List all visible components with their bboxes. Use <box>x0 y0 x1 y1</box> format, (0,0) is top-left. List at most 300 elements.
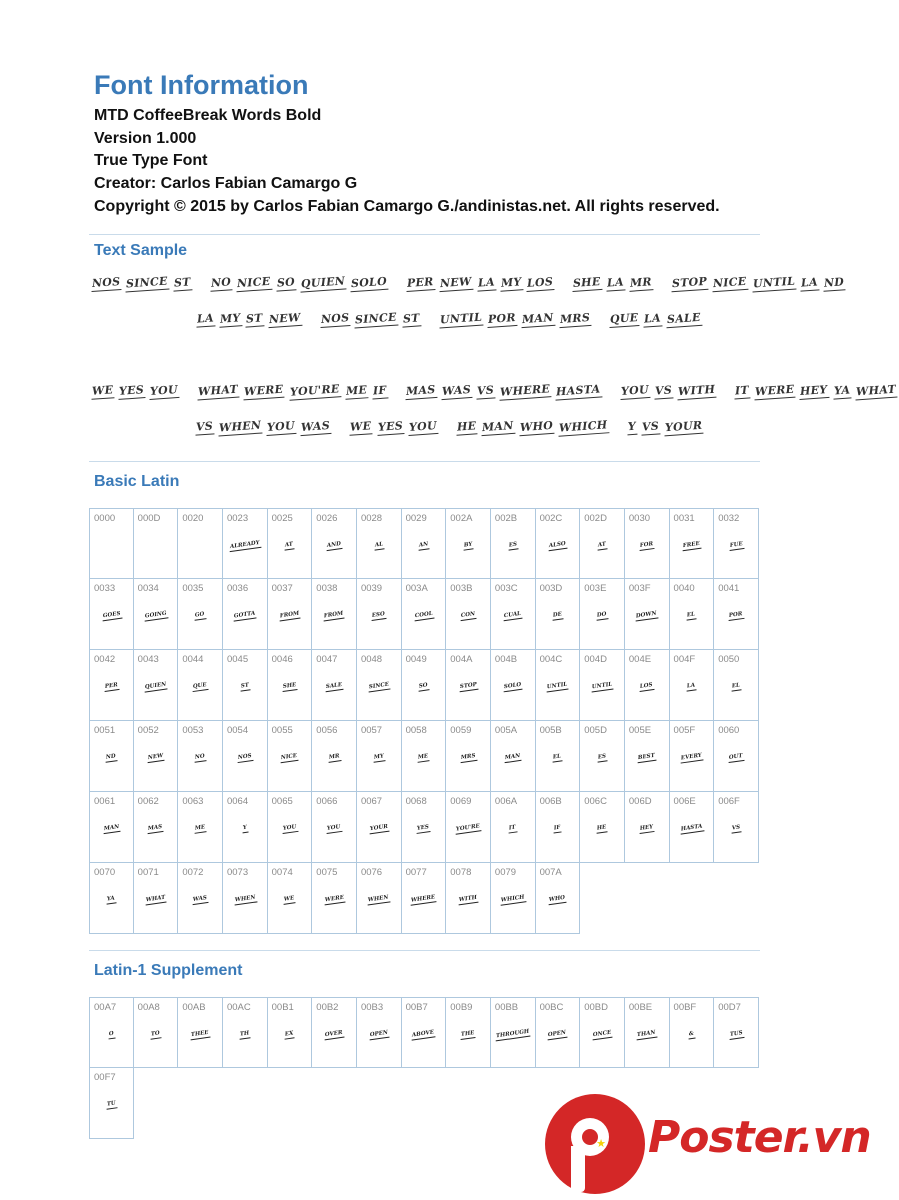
glyph-code: 0040 <box>673 583 695 594</box>
glyph-code: 003F <box>628 583 651 594</box>
glyph-preview: COOL <box>402 611 446 620</box>
glyph-cell <box>580 792 625 863</box>
glyph-cell <box>312 863 357 934</box>
glyph-preview: ME <box>402 753 446 762</box>
glyph-preview: MR <box>312 753 356 762</box>
sample-word: WE <box>349 419 373 436</box>
glyph-preview: DOWN <box>625 611 669 620</box>
sample-word: VS <box>194 419 214 435</box>
glyph-code: 0070 <box>94 867 116 878</box>
glyph-code: 003B <box>450 583 473 594</box>
glyph-cell <box>714 792 759 863</box>
sample-word: UNTIL <box>438 310 483 328</box>
glyph-code: 0069 <box>450 796 472 807</box>
glyph-preview: O <box>90 1030 133 1039</box>
glyph-code: 005B <box>539 725 562 736</box>
glyph-cell <box>89 1068 134 1139</box>
sample-word: WERE <box>754 383 796 401</box>
glyph-cell <box>714 721 759 792</box>
sample-word: HASTA <box>555 382 602 400</box>
glyph-code: 00B9 <box>450 1002 473 1013</box>
glyph-code: 0020 <box>182 513 204 524</box>
glyph-preview: ME <box>178 824 222 833</box>
glyph-code: 0059 <box>450 725 472 736</box>
glyph-preview: TH <box>223 1030 267 1039</box>
glyph-cell <box>134 863 179 934</box>
glyph-cell <box>178 792 223 863</box>
glyph-preview: SHE <box>268 682 312 691</box>
glyph-cell <box>580 997 625 1068</box>
glyph-cell <box>134 997 179 1068</box>
glyph-code: 004B <box>494 654 518 665</box>
glyph-code: 002A <box>450 513 473 524</box>
glyph-code: 0066 <box>316 796 338 807</box>
glyph-cell <box>536 579 581 650</box>
glyph-cell <box>223 650 268 721</box>
glyph-preview: ES <box>491 541 535 550</box>
glyph-cell <box>357 863 402 934</box>
sample-word: HE <box>455 419 477 435</box>
glyph-cell <box>223 579 268 650</box>
glyph-code: 0060 <box>718 725 740 736</box>
glyph-code: 00BC <box>539 1002 564 1013</box>
glyph-preview: BEST <box>625 753 669 762</box>
glyph-preview: ONCE <box>580 1030 624 1039</box>
sample-word: LA <box>799 275 819 291</box>
glyph-code: 006A <box>494 796 518 807</box>
glyph-cell <box>714 579 759 650</box>
glyph-code: 0071 <box>137 867 159 878</box>
glyph-cell <box>491 579 536 650</box>
sample-word: WHAT <box>855 383 898 401</box>
sample-line <box>89 409 809 445</box>
glyph-preview: OVER <box>312 1030 356 1039</box>
sample-word: IT <box>734 383 751 399</box>
sample-word: NICE <box>711 275 748 292</box>
glyph-preview: MY <box>357 753 401 762</box>
glyph-cell <box>670 579 715 650</box>
glyph-cell <box>536 863 581 934</box>
glyph-preview: QUIEN <box>134 682 178 691</box>
glyph-code: 0031 <box>673 513 695 524</box>
glyph-code: 0054 <box>226 725 249 736</box>
glyph-code: 0077 <box>405 867 427 878</box>
font-version: Version 1.000 <box>94 129 197 147</box>
glyph-code: 0075 <box>316 867 338 878</box>
glyph-preview: NICE <box>268 753 312 762</box>
glyph-cell <box>625 997 670 1068</box>
glyph-preview: WE <box>268 895 312 904</box>
glyph-preview: NOS <box>223 753 267 762</box>
glyph-preview: THE <box>446 1030 490 1039</box>
glyph-preview: THAN <box>625 1030 669 1039</box>
sample-word: LA <box>605 275 625 291</box>
glyph-cell <box>223 997 268 1068</box>
glyph-code: 0072 <box>182 867 204 878</box>
glyph-cell <box>446 650 491 721</box>
glyph-code: 0041 <box>718 583 740 594</box>
glyph-cell <box>670 721 715 792</box>
sample-word: SINCE <box>354 310 399 328</box>
glyph-cell <box>268 863 313 934</box>
sample-word: WHEN <box>217 418 262 436</box>
text-sample-block <box>89 265 897 445</box>
glyph-cell <box>268 792 313 863</box>
glyph-preview: WITH <box>446 895 490 904</box>
glyph-preview: WERE <box>312 895 356 904</box>
glyph-code: 006F <box>718 796 740 807</box>
glyph-preview: WHICH <box>491 895 535 904</box>
page-title: Font Information <box>94 70 309 100</box>
glyph-cell <box>714 650 759 721</box>
glyph-cell <box>446 721 491 792</box>
glyph-code: 006B <box>539 796 562 807</box>
glyph-preview: WHEN <box>357 895 401 904</box>
sample-word: HEY <box>799 383 830 400</box>
glyph-cell <box>446 508 491 579</box>
glyph-code: 00BF <box>673 1002 697 1013</box>
glyph-preview: ES <box>580 753 624 762</box>
glyph-code: 00F7 <box>94 1072 116 1083</box>
glyph-code: 0000 <box>94 513 116 524</box>
glyph-code: 005D <box>584 725 607 736</box>
glyph-cell <box>89 997 134 1068</box>
glyph-preview: PER <box>90 682 133 691</box>
glyph-preview: VS <box>714 824 758 833</box>
glyph-preview: EL <box>714 682 758 691</box>
sample-word: VS <box>475 383 495 399</box>
glyph-preview: WHEN <box>223 895 267 904</box>
sample-word: IF <box>371 383 388 399</box>
glyph-cell <box>446 579 491 650</box>
sample-word: LOS <box>526 275 555 292</box>
glyph-code: 0057 <box>360 725 383 736</box>
glyph-cell <box>446 792 491 863</box>
glyph-cell <box>89 579 134 650</box>
glyph-preview: YOU'RE <box>446 824 490 833</box>
glyph-code: 0074 <box>271 867 293 878</box>
glyph-cell <box>491 997 536 1068</box>
glyph-code: 00AC <box>226 1002 251 1013</box>
glyph-cell <box>402 997 447 1068</box>
glyph-cell <box>89 792 134 863</box>
glyph-cell <box>625 579 670 650</box>
glyph-code: 00A8 <box>137 1002 160 1013</box>
sample-word: PER <box>406 275 436 292</box>
glyph-preview: MAN <box>491 753 535 762</box>
sample-word: WERE <box>243 383 285 401</box>
glyph-code: 002D <box>584 513 607 524</box>
glyph-code: 0055 <box>271 725 293 736</box>
glyph-preview: AL <box>357 541 401 550</box>
glyph-code: 0065 <box>271 796 293 807</box>
glyph-preview: FROM <box>268 611 312 620</box>
sample-word: WHERE <box>499 382 552 401</box>
glyph-code: 0067 <box>360 796 383 807</box>
glyph-preview: AN <box>402 541 446 550</box>
sample-word: YES <box>376 419 404 436</box>
sample-word: NEW <box>268 311 303 328</box>
glyph-code: 0030 <box>628 513 651 524</box>
glyph-cell <box>89 508 134 579</box>
sample-word: WAS <box>300 419 332 436</box>
glyph-preview: QUE <box>178 682 222 691</box>
glyph-preview: AT <box>268 541 312 550</box>
glyph-preview: EL <box>670 611 714 620</box>
sample-line <box>89 301 809 337</box>
glyph-preview: EL <box>536 753 580 762</box>
glyph-cell <box>223 508 268 579</box>
glyph-preview: ESO <box>357 611 401 620</box>
sample-word: WHAT <box>197 383 240 401</box>
sample-word: SOLO <box>350 275 389 293</box>
glyph-code: 0058 <box>405 725 427 736</box>
sample-word: VS <box>653 383 673 399</box>
glyph-preview: FROM <box>312 611 356 620</box>
glyph-cell <box>268 579 313 650</box>
glyph-preview: UNTIL <box>536 682 580 691</box>
glyph-cell <box>580 508 625 579</box>
basic-latin-grid <box>89 508 759 934</box>
glyph-cell <box>536 792 581 863</box>
glyph-preview: IF <box>536 824 580 833</box>
glyph-code: 0046 <box>271 654 293 665</box>
glyph-preview: & <box>670 1030 714 1039</box>
glyph-cell <box>402 792 447 863</box>
sample-word: ME <box>344 383 368 400</box>
glyph-cell <box>268 997 313 1068</box>
glyph-preview: YA <box>90 895 133 904</box>
sample-word: WHO <box>518 419 554 436</box>
glyph-code: 0036 <box>226 583 249 594</box>
glyph-preview: YOUR <box>357 824 401 833</box>
sample-word: WITH <box>676 383 716 401</box>
glyph-code: 005E <box>628 725 652 736</box>
sample-word: YA <box>832 383 851 399</box>
glyph-preview: WHAT <box>134 895 178 904</box>
glyph-preview: OPEN <box>357 1030 401 1039</box>
glyph-preview: AT <box>580 541 624 550</box>
glyph-cell <box>223 792 268 863</box>
glyph-cell <box>357 579 402 650</box>
glyph-code: 004A <box>450 654 473 665</box>
poster-watermark <box>545 1094 871 1196</box>
glyph-preview: STOP <box>446 682 490 691</box>
glyph-preview: GOING <box>134 611 178 620</box>
glyph-code: 0028 <box>360 513 383 524</box>
glyph-preview: GOTTA <box>223 611 267 620</box>
glyph-preview: HE <box>580 824 624 833</box>
glyph-code: 003A <box>405 583 428 594</box>
glyph-preview: SALE <box>312 682 356 691</box>
glyph-preview: SOLO <box>491 682 535 691</box>
glyph-preview: OUT <box>714 753 758 762</box>
glyph-cell <box>223 721 268 792</box>
font-copyright: Copyright © 2015 by Carlos Fabian Camargo G./andinistas.net. All rights reserved. <box>94 197 720 215</box>
glyph-code: 0023 <box>226 513 249 524</box>
glyph-code: 003E <box>584 583 607 594</box>
glyph-cell <box>268 508 313 579</box>
glyph-preview: LA <box>670 682 714 691</box>
glyph-code: 003D <box>539 583 563 594</box>
glyph-preview: ST <box>223 682 267 691</box>
glyph-cell <box>89 650 134 721</box>
glyph-cell <box>89 863 134 934</box>
glyph-code: 00BE <box>628 1002 653 1013</box>
glyph-code: 006E <box>673 796 696 807</box>
sample-word: SO <box>275 275 296 291</box>
glyph-preview: MAS <box>134 824 178 833</box>
glyph-code: 0050 <box>718 654 740 665</box>
glyph-preview: SINCE <box>357 682 401 691</box>
divider <box>89 234 760 235</box>
glyph-cell <box>446 997 491 1068</box>
glyph-code: 0068 <box>405 796 427 807</box>
glyph-cell <box>178 721 223 792</box>
section-title-basic-latin: Basic Latin <box>94 473 180 490</box>
glyph-cell <box>670 650 715 721</box>
glyph-code: 00A7 <box>94 1002 117 1013</box>
glyph-cell <box>134 508 179 579</box>
glyph-code: 006D <box>628 796 652 807</box>
glyph-preview: Y <box>223 824 267 833</box>
glyph-code: 0025 <box>271 513 293 524</box>
glyph-code: 0049 <box>405 654 427 665</box>
glyph-code: 0033 <box>94 583 116 594</box>
glyph-preview: EX <box>268 1030 312 1039</box>
glyph-preview: HASTA <box>670 824 714 833</box>
glyph-code: 0042 <box>94 654 116 665</box>
glyph-code: 0073 <box>226 867 249 878</box>
glyph-cell <box>402 721 447 792</box>
glyph-preview: YOU <box>312 824 356 833</box>
glyph-code: 0076 <box>360 867 383 878</box>
glyph-cell <box>491 792 536 863</box>
font-type: True Type Font <box>94 152 208 170</box>
glyph-code: 003C <box>494 583 518 594</box>
glyph-code: 00B2 <box>316 1002 339 1013</box>
glyph-cell <box>580 721 625 792</box>
sample-word: WAS <box>440 383 472 400</box>
glyph-preview: NEW <box>134 753 178 762</box>
sample-word: NOS <box>319 311 350 328</box>
glyph-preview: OPEN <box>536 1030 580 1039</box>
glyph-cell <box>402 508 447 579</box>
glyph-cell <box>223 863 268 934</box>
sample-word: SINCE <box>125 274 170 292</box>
glyph-code: 00B3 <box>360 1002 384 1013</box>
sample-word: ST <box>173 275 193 291</box>
glyph-cell <box>536 721 581 792</box>
glyph-cell <box>670 997 715 1068</box>
glyph-preview: POR <box>714 611 758 620</box>
sample-word: ST <box>402 311 422 327</box>
glyph-code: 000D <box>137 513 161 524</box>
glyph-code: 00BB <box>494 1002 519 1013</box>
glyph-code: 004D <box>584 654 607 665</box>
glyph-cell <box>446 863 491 934</box>
glyph-preview: THEE <box>178 1030 222 1039</box>
glyph-cell <box>134 650 179 721</box>
glyph-preview: DE <box>536 611 580 620</box>
glyph-cell <box>714 508 759 579</box>
glyph-code: 004C <box>539 654 563 665</box>
glyph-cell <box>312 579 357 650</box>
glyph-preview: EVERY <box>670 753 714 762</box>
glyph-code: 007A <box>539 867 562 878</box>
glyph-code: 0063 <box>182 796 204 807</box>
glyph-cell <box>178 863 223 934</box>
glyph-preview: HEY <box>625 824 669 833</box>
sample-word: UNTIL <box>751 274 796 292</box>
sample-word: NEW <box>438 275 473 292</box>
glyph-preview: CON <box>446 611 490 620</box>
glyph-code: 00AB <box>182 1002 206 1013</box>
glyph-cell <box>580 650 625 721</box>
divider <box>89 461 760 462</box>
glyph-preview: IT <box>491 824 535 833</box>
glyph-cell <box>491 863 536 934</box>
glyph-code: 0039 <box>360 583 383 594</box>
sample-word: SHE <box>572 275 603 292</box>
sample-word: LA <box>643 311 663 327</box>
glyph-cell <box>580 579 625 650</box>
sample-word: STOP <box>670 275 708 293</box>
sample-word: WE <box>91 383 115 400</box>
glyph-preview: LOS <box>625 682 669 691</box>
sample-word: LA <box>476 275 496 291</box>
glyph-preview: FOR <box>625 541 669 550</box>
sample-word: POR <box>487 311 518 328</box>
glyph-cell <box>312 997 357 1068</box>
sample-word: YOUR <box>663 419 703 437</box>
sample-word: MY <box>218 311 242 328</box>
sample-word: NO <box>210 275 233 292</box>
sample-word: YES <box>118 383 146 400</box>
glyph-cell <box>312 508 357 579</box>
glyph-cell <box>178 650 223 721</box>
glyph-cell <box>402 863 447 934</box>
sample-line <box>89 373 897 409</box>
glyph-preview: ND <box>90 753 133 762</box>
sample-line <box>89 337 809 373</box>
sample-word: YOU'RE <box>288 382 341 401</box>
glyph-code: 004F <box>673 654 696 665</box>
glyph-preview: ALSO <box>536 541 580 550</box>
glyph-cell <box>536 650 581 721</box>
glyph-cell <box>89 721 134 792</box>
glyph-cell <box>268 721 313 792</box>
glyph-cell <box>357 997 402 1068</box>
sample-word: ND <box>822 275 845 292</box>
glyph-cell <box>625 721 670 792</box>
glyph-cell <box>178 508 223 579</box>
glyph-cell <box>268 650 313 721</box>
sample-word: QUIEN <box>299 274 346 292</box>
glyph-code: 0035 <box>182 583 204 594</box>
glyph-code: 0064 <box>226 796 249 807</box>
glyph-cell <box>357 721 402 792</box>
glyph-cell <box>670 508 715 579</box>
glyph-code: 0029 <box>405 513 427 524</box>
glyph-code: 00BD <box>584 1002 608 1013</box>
sample-word: WHICH <box>558 418 609 436</box>
glyph-code: 0045 <box>226 654 249 665</box>
font-creator: Creator: Carlos Fabian Camargo G <box>94 175 358 193</box>
glyph-preview: FREE <box>670 541 714 550</box>
glyph-code: 0048 <box>360 654 383 665</box>
glyph-preview: SO <box>402 682 446 691</box>
